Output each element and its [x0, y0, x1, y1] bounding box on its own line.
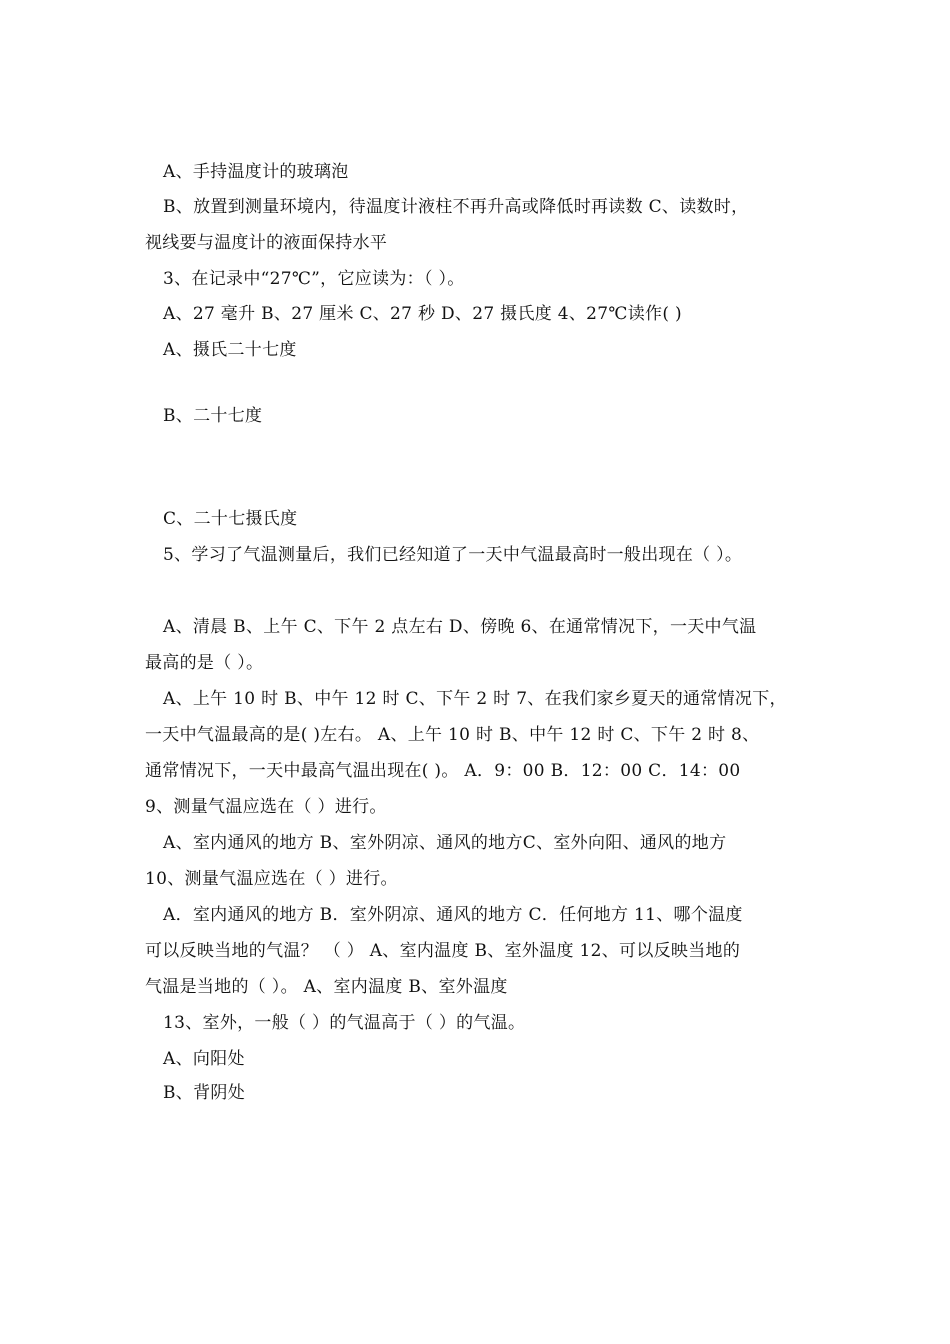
- text-line: B、二十七度: [163, 406, 263, 426]
- text-line: A．室内通风的地方 B．室外阴凉、通风的地方 C．任何地方 11、哪个温度: [163, 905, 743, 925]
- text-line: 9、测量气温应选在（ ）进行。: [145, 797, 387, 817]
- text-line: 最高的是（ ）。: [145, 653, 264, 673]
- text-line: 13、室外，一般（ ）的气温高于（ ）的气温。: [163, 1013, 526, 1033]
- text-line: B、背阴处: [163, 1083, 245, 1103]
- text-line: C、二十七摄氏度: [163, 509, 298, 529]
- text-line: 一天中气温最高的是( )左右。 A、上午 10 时 B、中午 12 时 C、下午 2 时 8、: [145, 725, 760, 745]
- text-line: 可以反映当地的气温？ （ ） A、室内温度 B、室外温度 12、可以反映当地的: [145, 941, 741, 961]
- text-line: A、室内通风的地方 B、室外阴凉、通风的地方C、室外向阳、通风的地方: [163, 833, 727, 853]
- text-line: 视线要与温度计的液面保持水平: [145, 233, 388, 253]
- text-line: 气温是当地的（ ）。 A、室内温度 B、室外温度: [145, 977, 508, 997]
- text-line: 5、学习了气温测量后，我们已经知道了一天中气温最高时一般出现在（ ）。: [163, 545, 743, 565]
- text-line: A、27 毫升 B、27 厘米 C、27 秒 D、27 摄氏度 4、27℃读作( ): [163, 304, 682, 324]
- text-line: 3、在记录中“27℃”，它应读为：（ ）。: [163, 269, 465, 289]
- text-line: A、清晨 B、上午 C、下午 2 点左右 D、傍晚 6、在通常情况下，一天中气温: [163, 617, 757, 637]
- text-line: A、向阳处: [163, 1049, 245, 1069]
- text-line: A、摄氏二十七度: [163, 340, 297, 360]
- text-line: B、放置到测量环境内，待温度计液柱不再升高或降低时再读数 C、读数时，: [163, 197, 749, 217]
- text-line: A、手持温度计的玻璃泡: [163, 162, 349, 182]
- text-line: A、上午 10 时 B、中午 12 时 C、下午 2 时 7、在我们家乡夏天的通常情况下，: [163, 689, 787, 709]
- text-line: 通常情况下，一天中最高气温出现在( )。 A．9：00 B．12：00 C．14：00: [145, 761, 741, 781]
- text-line: 10、测量气温应选在（ ）进行。: [145, 869, 398, 889]
